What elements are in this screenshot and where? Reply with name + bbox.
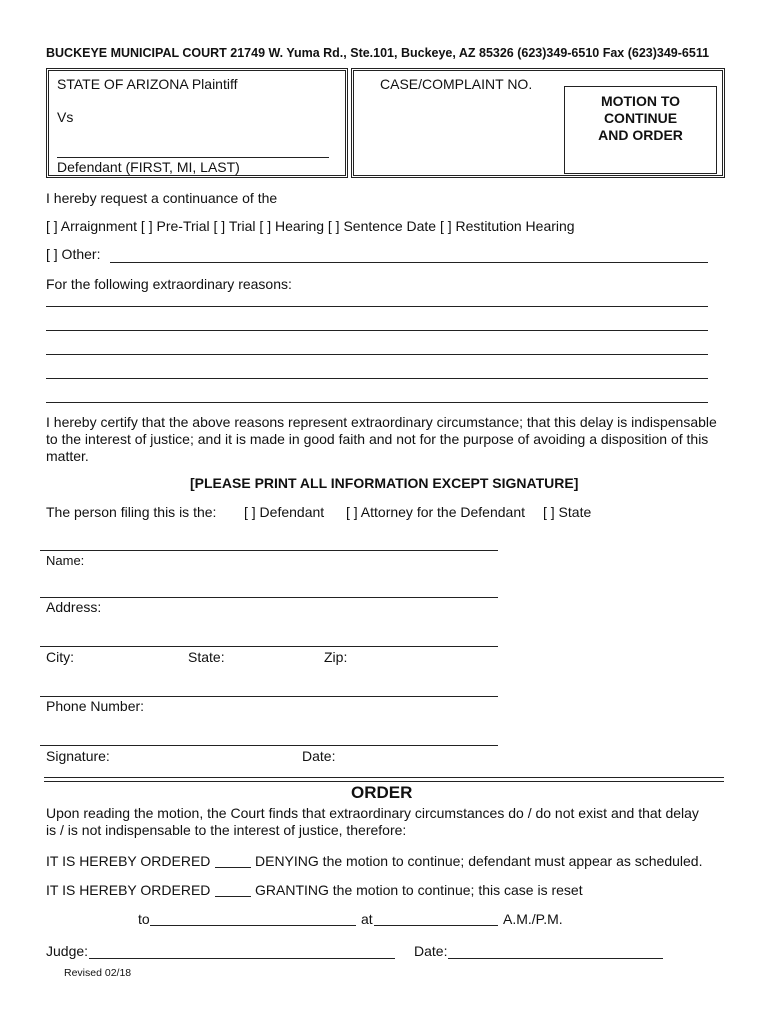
judge-label: Judge: (46, 943, 89, 959)
phone-line[interactable] (40, 696, 498, 697)
filer-option-attorney[interactable]: [ ] Attorney for the Defendant (346, 504, 525, 520)
grant-prefix: IT IS HEREBY ORDERED (46, 882, 211, 898)
deny-text: DENYING the motion to continue; defendant must appear as scheduled. (255, 853, 703, 869)
print-notice: [PLEASE PRINT ALL INFORMATION EXCEPT SIGNATURE] (190, 475, 579, 491)
ampm-label: A.M./P.M. (503, 911, 563, 927)
deny-prefix: IT IS HEREBY ORDERED (46, 853, 211, 869)
filer-option-defendant[interactable]: [ ] Defendant (244, 504, 325, 520)
request-intro: I hereby request a continuance of the (46, 190, 278, 206)
vs-label: Vs (57, 109, 74, 125)
other-option[interactable]: [ ] Other: (46, 246, 101, 262)
state-label: State: (188, 649, 225, 665)
hearing-type-options[interactable]: [ ] Arraignment [ ] Pre-Trial [ ] Trial [ ] Hearing [ ] Sentence Date [ ] Restitution Hearing (46, 218, 575, 234)
certification-line-1: I hereby certify that the above reasons represent extraordinary circumstance; that this delay is indispensable (46, 414, 717, 430)
title-box (564, 86, 717, 174)
order-date-line[interactable] (448, 958, 663, 959)
title-line-3: AND ORDER (598, 127, 683, 143)
signature-line[interactable] (40, 745, 498, 746)
name-line[interactable] (40, 550, 498, 551)
order-date-label: Date: (414, 943, 448, 959)
zip-label: Zip: (324, 649, 348, 665)
address-line[interactable] (40, 597, 498, 598)
order-findings-line-1: Upon reading the motion, the Court finds that extraordinary circumstances do / do not exist and that delay (46, 805, 699, 821)
defendant-name-line[interactable] (57, 157, 329, 158)
city-label: City: (46, 649, 74, 665)
reasons-label: For the following extraordinary reasons: (46, 276, 292, 292)
title-line-1: MOTION TO (600, 93, 681, 109)
order-findings-line-2: is / is not indispensable to the interest of justice, therefore: (46, 822, 407, 838)
signature-label: Signature: (46, 748, 110, 764)
order-heading: ORDER (351, 783, 413, 802)
address-label: Address: (46, 599, 102, 615)
reason-line[interactable] (46, 354, 708, 355)
reset-to-label: to (138, 911, 150, 927)
certification-line-3: matter. (46, 448, 89, 464)
certification-line-2: to the interest of justice; and it is made in good faith and not for the purpose of avoiding a disposition of this (46, 431, 709, 447)
reason-line[interactable] (46, 378, 708, 379)
reset-at-label: at (361, 911, 373, 927)
certification-paragraph (46, 414, 726, 465)
filer-option-state[interactable]: [ ] State (543, 504, 592, 520)
grant-initial-line[interactable] (215, 896, 251, 897)
deny-initial-line[interactable] (215, 867, 251, 868)
grant-text: GRANTING the motion to continue; this case is reset (255, 882, 583, 898)
filer-date-label: Date: (302, 748, 336, 764)
other-line[interactable] (110, 262, 708, 263)
case-number-label: CASE/COMPLAINT NO. (380, 76, 533, 92)
name-label: Name: (46, 553, 85, 568)
reason-line[interactable] (46, 330, 708, 331)
title-line-2: CONTINUE (603, 110, 678, 126)
defendant-label: Defendant (FIRST, MI, LAST) (57, 159, 240, 175)
plaintiff-label: STATE OF ARIZONA Plaintiff (57, 76, 238, 92)
court-header: BUCKEYE MUNICIPAL COURT 21749 W. Yuma Rd., Ste.101, Buckeye, AZ 85326 (623)349-6510 Fax (623)349-6511 (46, 46, 710, 60)
reason-line[interactable] (46, 306, 708, 307)
revision-note: Revised 02/18 (64, 967, 132, 979)
case-box (351, 68, 725, 178)
reset-date-line[interactable] (150, 925, 356, 926)
reason-line[interactable] (46, 402, 708, 403)
filer-label: The person filing this is the: (46, 504, 217, 520)
phone-label: Phone Number: (46, 698, 145, 714)
reset-time-line[interactable] (374, 925, 498, 926)
order-divider (44, 777, 724, 782)
city-state-zip-line[interactable] (40, 646, 498, 647)
judge-signature-line[interactable] (89, 958, 395, 959)
parties-box (46, 68, 348, 178)
order-findings (46, 805, 726, 839)
